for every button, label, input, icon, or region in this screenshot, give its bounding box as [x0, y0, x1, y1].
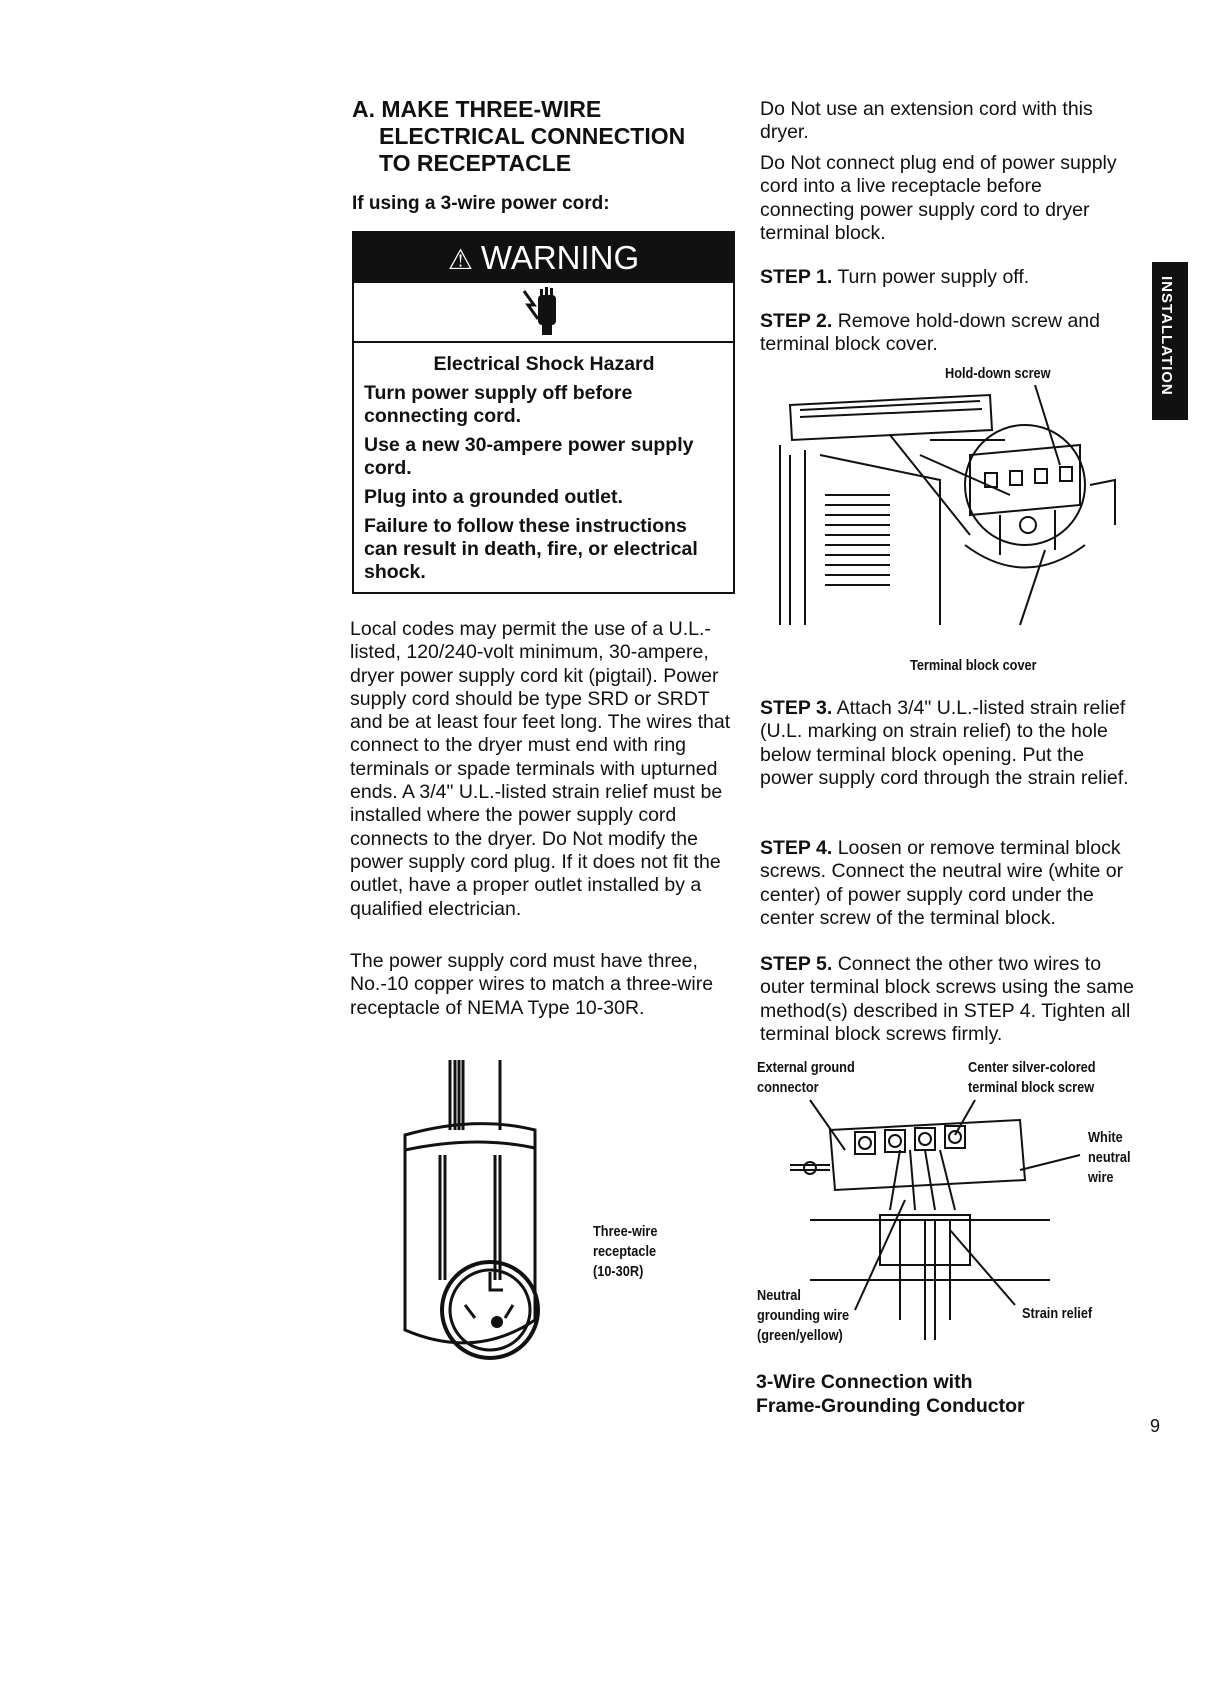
electric-shock-hand-icon: [354, 283, 737, 341]
warning-line: Failure to follow these instructions can result in death, fire, or electrical shock.: [364, 515, 698, 583]
section-heading: [352, 96, 732, 177]
warning-line: Plug into a grounded outlet.: [364, 486, 623, 508]
neutral-ground-label: Neutral grounding wire (green/yellow): [757, 1287, 850, 1344]
step-4: STEP 4. Loosen or remove terminal block screws. Connect the neutral wire (white or center) of power supply cord under the center screw of the terminal block.: [760, 837, 1124, 929]
terminal-block-illustration: [770, 385, 1130, 650]
subheading: If using a 3-wire power cord:: [352, 193, 610, 214]
warning-line: Use a new 30-ampere power supply cord.: [364, 434, 694, 479]
hazard-title: Electrical Shock Hazard: [433, 353, 655, 375]
strain-relief-label: Strain relief: [1022, 1305, 1093, 1322]
wire-requirements-paragraph: The power supply cord must have three, No.-10 copper wires to match a three-wire receptacle of NEMA Type 10-30R.: [350, 950, 714, 1019]
warning-text: [364, 353, 724, 590]
warning-banner: [354, 233, 733, 283]
note-extension-cord: Do Not use an extension cord with this dryer.: [760, 98, 1093, 144]
step-2: STEP 2. Remove hold-down screw and terminal block cover.: [760, 310, 1100, 356]
step-5: STEP 5. Connect the other two wires to outer terminal block screws using the same method(s) described in STEP 4. Tighten all terminal block screws firmly.: [760, 953, 1134, 1045]
note-live-receptacle: Do Not connect plug end of power supply cord into a live receptacle before connecting power supply cord to dryer terminal block.: [760, 152, 1117, 244]
external-ground-label: External ground connector: [757, 1059, 855, 1096]
white-wire-label: White neutral wire: [1088, 1129, 1131, 1186]
section-tab: [1152, 262, 1188, 420]
section-tab-label: INSTALLATION: [1158, 276, 1175, 396]
receptacle-illustration: [395, 1060, 575, 1380]
terminal-block-cover-label: Terminal block cover: [910, 657, 1037, 674]
wiring-illustration: [770, 1090, 1093, 1350]
step-3: STEP 3. Attach 3/4" U.L.-listed strain relief (U.L. marking on strain relief) to the hole below terminal block opening. Put the power supply cord through the strain relief.: [760, 697, 1129, 789]
warning-box: [352, 231, 735, 594]
warning-title: WARNING: [480, 239, 640, 276]
warning-line: Turn power supply off before connecting cord.: [364, 382, 633, 427]
step-1: STEP 1. Turn power supply off.: [760, 266, 1030, 288]
page-number: 9: [1150, 1416, 1161, 1436]
heading-line-3: TO RECEPTACLE: [379, 150, 572, 176]
center-screw-label: Center silver-colored terminal block screw: [968, 1059, 1096, 1096]
wiring-caption: 3-Wire Connection with Frame-Grounding Conductor: [756, 1371, 1025, 1417]
cord-requirements-paragraph: Local codes may permit the use of a U.L.-listed, 120/240-volt minimum, 30-ampere, dryer power supply cord kit (pigtail). Power supply cord should be type SRD or SRDT and be at least four feet long. The wires that connect to the dryer must end with ring terminals or spade terminals with upturned ends. A 3/4" U.L.-listed strain relief must be installed where the power supply cord connects to the dryer. Do Not modify the power supply cord plug. If it does not fit the outlet, have a proper outlet installed by a qualified electrician.: [350, 618, 731, 920]
warning-triangle-icon: ⚠: [447, 244, 473, 275]
receptacle-label: Three-wire receptacle (10-30R): [593, 1223, 658, 1280]
hold-down-screw-label: Hold-down screw: [945, 365, 1051, 382]
heading-line-2: ELECTRICAL CONNECTION: [379, 123, 686, 149]
heading-line-1: A. MAKE THREE-WIRE: [352, 96, 602, 122]
